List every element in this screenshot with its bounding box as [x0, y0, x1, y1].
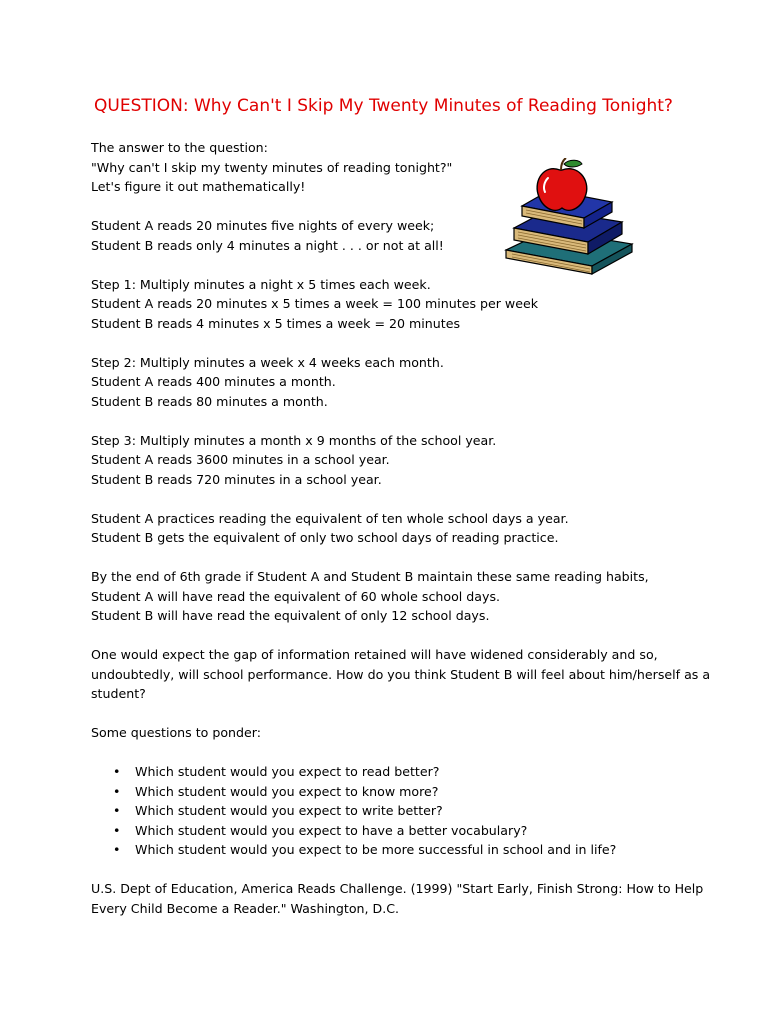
step-line: Step 2: Multiply minutes a week x 4 weeks each month.: [91, 354, 444, 370]
intro-line: The answer to the question:: [91, 140, 268, 155]
question-text: Which student would you expect to have a better vocabulary?: [135, 822, 528, 838]
equivalent-line: Student A practices reading the equivalent of ten whole school days a year.: [91, 510, 569, 526]
question-text: Which student would you expect to write better?: [135, 803, 443, 818]
bullet-icon: •: [113, 803, 121, 818]
bullet-icon: •: [113, 842, 121, 857]
question-text: Which student would you expect to read better?: [135, 764, 440, 779]
list-item: [91, 801, 711, 821]
citation-text: U.S. Dept of Education, America Reads Challenge. (1999) "Start Early, Finish Strong: How to Help Every Child Become a Reader." Washington, D.C.: [91, 881, 704, 916]
sixth-grade-paragraph: [91, 567, 711, 626]
bullet-icon: •: [113, 822, 121, 838]
intro-line: Let's figure it out mathematically!: [91, 179, 306, 194]
question-text: Which student would you expect to know more?: [135, 783, 439, 799]
student-line: Student B reads only 4 minutes a night . . . or not at all!: [91, 237, 444, 253]
step-line: Step 3: Multiply minutes a month x 9 months of the school year.: [91, 432, 497, 448]
intro-paragraph: [91, 138, 711, 197]
conclusion-paragraph: [91, 645, 711, 704]
list-item: [91, 762, 711, 782]
equivalent-line: Student B gets the equivalent of only two school days of reading practice.: [91, 530, 559, 545]
equivalent-paragraph: [91, 509, 711, 548]
document-body: [91, 138, 711, 938]
bullet-icon: •: [113, 783, 121, 799]
list-item: [91, 782, 711, 802]
step2-paragraph: [91, 353, 711, 412]
step-line: Student B reads 80 minutes a month.: [91, 393, 328, 409]
question-text: Which student would you expect to be more successful in school and in life?: [135, 842, 617, 857]
citation-paragraph: [91, 879, 711, 918]
list-item: [91, 840, 711, 860]
ponder-heading: Some questions to ponder:: [91, 725, 261, 740]
step3-paragraph: [91, 431, 711, 490]
sixth-grade-line: By the end of 6th grade if Student A and Student B maintain these same reading habits,: [91, 569, 649, 584]
page-title: QUESTION: Why Can't I Skip My Twenty Minutes of Reading Tonight?: [94, 96, 673, 116]
step-line: Student A reads 3600 minutes in a school year.: [91, 452, 390, 467]
sixth-grade-line: Student A will have read the equivalent of 60 whole school days.: [91, 588, 501, 604]
step-line: Student A reads 20 minutes x 5 times a week = 100 minutes per week: [91, 296, 539, 311]
step-line: Student B reads 4 minutes x 5 times a week = 20 minutes: [91, 315, 461, 331]
students-paragraph: [91, 216, 711, 255]
list-item: [91, 821, 711, 841]
conclusion-text: One would expect the gap of information retained will have widened considerably and so, undoubtedly, will school performance. How do you think Student B will feel about him/herself as a student?: [91, 647, 711, 701]
step1-paragraph: [91, 275, 711, 334]
sixth-grade-line: Student B will have read the equivalent of only 12 school days.: [91, 608, 490, 623]
questions-list: [91, 762, 711, 860]
step-line: Step 1: Multiply minutes a night x 5 times each week.: [91, 276, 431, 292]
step-line: Student B reads 720 minutes in a school year.: [91, 471, 382, 487]
student-line: Student A reads 20 minutes five nights of every week;: [91, 218, 435, 233]
bullet-icon: •: [113, 764, 121, 779]
step-line: Student A reads 400 minutes a month.: [91, 374, 336, 389]
intro-line: "Why can't I skip my twenty minutes of reading tonight?": [91, 159, 453, 175]
